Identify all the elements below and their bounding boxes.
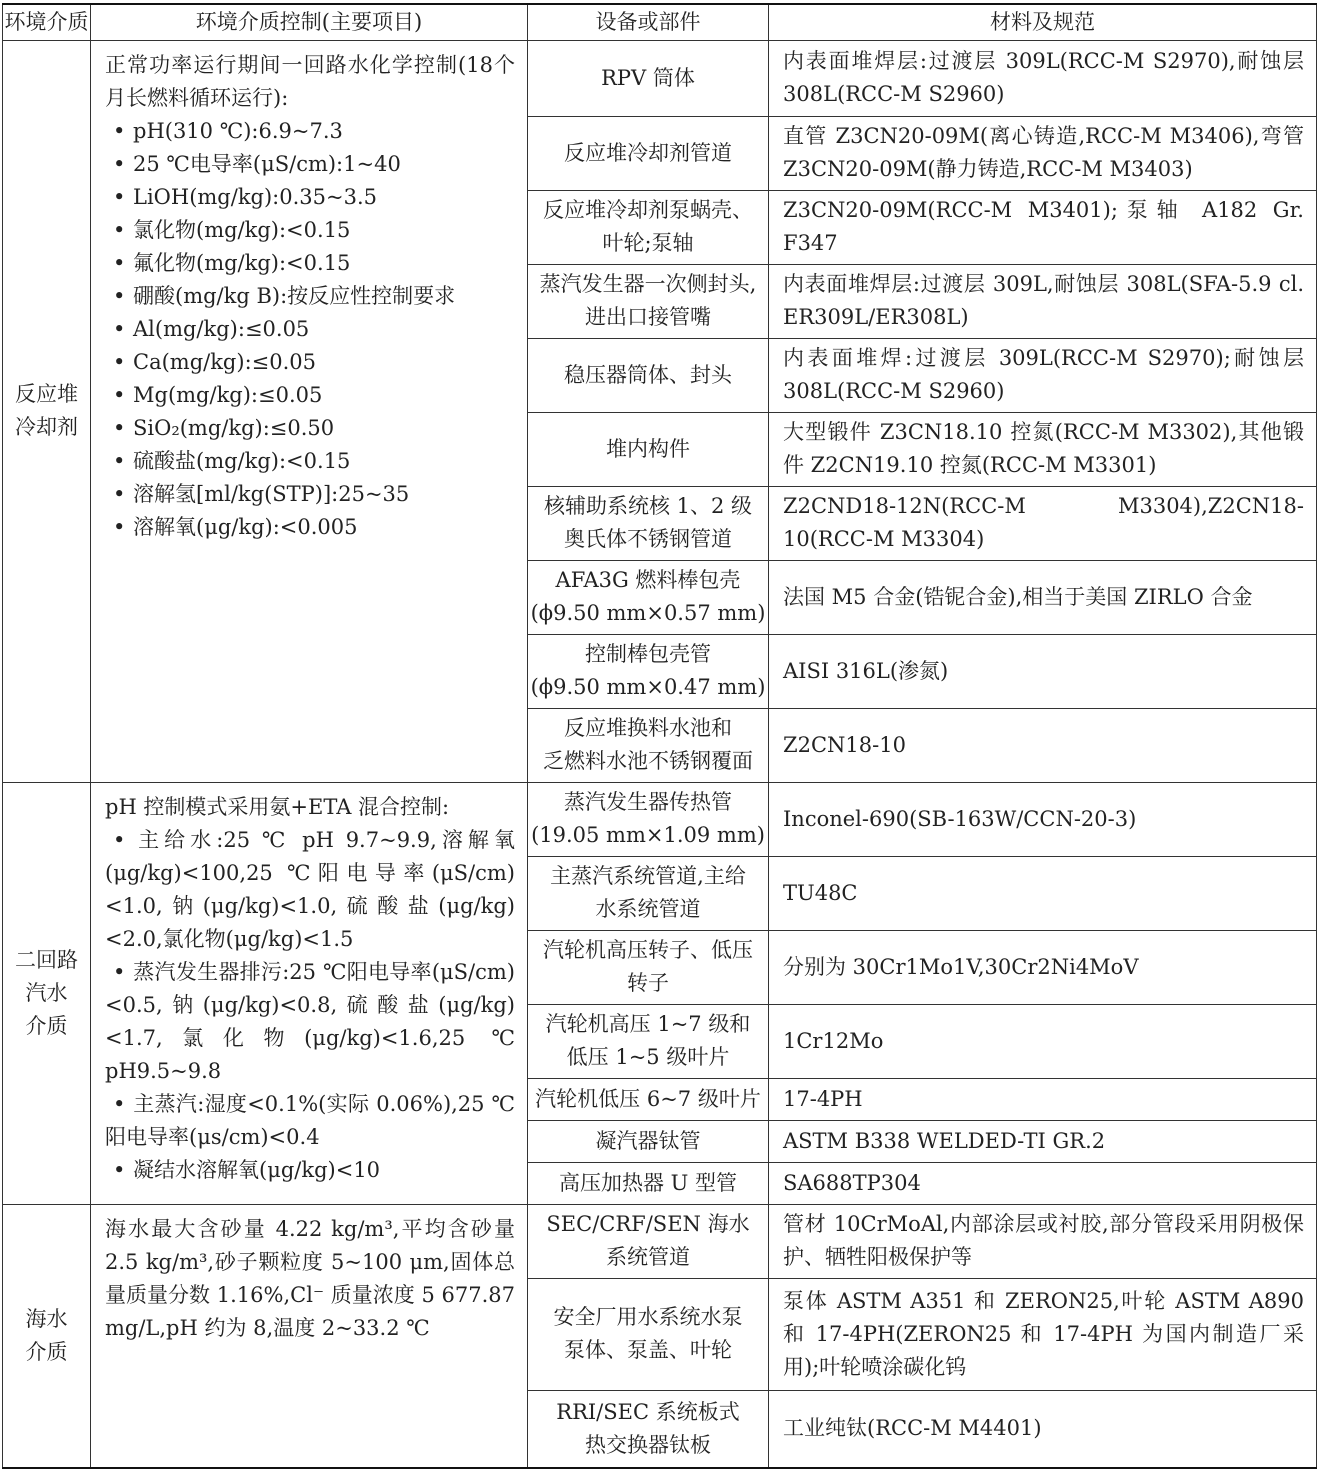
control-item: • Mg(mg/kg):≤0.05 [105, 379, 515, 412]
part-cell [528, 1162, 769, 1204]
table-row [3, 1204, 1317, 1278]
part-cell [528, 40, 769, 116]
part-cell [528, 708, 769, 782]
part-cell [528, 338, 769, 412]
part-label: 稳压器筒体、封头 [564, 362, 732, 387]
spec-cell [769, 486, 1317, 560]
control-item: • 蒸汽发生器排污:25 ℃阳电导率(μS/cm)<0.5,钠(μg/kg)<0.8,硫酸盐(μg/kg)<1.7,氯化物(μg/kg)<1.6,25 ℃ pH9.5~9.8 [105, 956, 515, 1088]
part-cell [528, 782, 769, 856]
header-part: 设备或部件 [528, 4, 769, 40]
part-cell [528, 1278, 769, 1390]
control-item: • 25 ℃电导率(μS/cm):1~40 [105, 148, 515, 181]
materials-table [2, 3, 1317, 1469]
spec-cell [769, 190, 1317, 264]
part-label: 高压加热器 U 型管 [558, 1170, 738, 1195]
spec-cell [769, 264, 1317, 338]
part-label: 汽轮机高压转子、低压 转子 [543, 938, 753, 995]
part-label: 汽轮机低压 6~7 级叶片 [535, 1086, 761, 1111]
part-cell [528, 560, 769, 634]
control-item: • 硫酸盐(mg/kg):<0.15 [105, 445, 515, 478]
env-medium-cell [3, 1204, 91, 1468]
part-label: 反应堆换料水池和 乏燃料水池不锈钢覆面 [543, 716, 753, 773]
part-cell [528, 634, 769, 708]
control-intro: pH 控制模式采用氨+ETA 混合控制: [105, 794, 450, 819]
spec-cell [769, 856, 1317, 930]
spec-text: 1Cr12Mo [783, 1028, 884, 1053]
part-cell [528, 856, 769, 930]
part-label: RRI/SEC 系统板式 热交换器钛板 [556, 1399, 740, 1457]
spec-cell [769, 708, 1317, 782]
part-label: RPV 筒体 [601, 65, 695, 90]
env-medium-label: 海水 介质 [25, 1306, 68, 1364]
spec-text: 工业纯钛(RCC-M M4401) [783, 1416, 1042, 1441]
part-cell [528, 486, 769, 560]
spec-cell [769, 1204, 1317, 1278]
part-label: 蒸汽发生器一次侧封头, 进出口接管嘴 [539, 272, 757, 329]
spec-cell [769, 930, 1317, 1004]
part-cell [528, 1204, 769, 1278]
spec-text: 分别为 30Cr1Mo1V,30Cr2Ni4MoV [783, 954, 1139, 979]
env-medium-label: 二回路 汽水 介质 [15, 947, 78, 1038]
spec-text: ASTM B338 WELDED-TI GR.2 [783, 1128, 1106, 1153]
control-item: • LiOH(mg/kg):0.35~3.5 [105, 181, 515, 214]
part-label: 控制棒包壳管 (ϕ9.50 mm×0.47 mm) [530, 642, 766, 699]
spec-text: 17-4PH [783, 1086, 863, 1111]
header-spec: 材料及规范 [769, 4, 1317, 40]
env-medium-cell [3, 782, 91, 1204]
control-cell [91, 40, 528, 782]
control-item: • 氟化物(mg/kg):<0.15 [105, 247, 515, 280]
part-label: 核辅助系统核 1、2 级 奥氏体不锈钢管道 [543, 494, 753, 551]
part-label: 反应堆冷却剂泵蜗壳、 叶轮;泵轴 [543, 198, 753, 255]
control-list [105, 115, 515, 544]
control-item: • 溶解氧(μg/kg):<0.005 [105, 511, 515, 544]
control-cell [91, 1204, 528, 1468]
spec-text: 法国 M5 合金(锆铌合金),相当于美国 ZIRLO 合金 [783, 584, 1253, 609]
control-item: • Ca(mg/kg):≤0.05 [105, 346, 515, 379]
header-env: 环境介质 [3, 4, 91, 40]
part-cell [528, 412, 769, 486]
part-cell [528, 930, 769, 1004]
spec-cell [769, 338, 1317, 412]
spec-cell [769, 634, 1317, 708]
part-label: 主蒸汽系统管道,主给 水系统管道 [550, 864, 746, 921]
table-row [3, 40, 1317, 116]
part-label: AFA3G 燃料棒包壳 (ϕ9.50 mm×0.57 mm) [530, 568, 766, 625]
table-row [3, 782, 1317, 856]
spec-text: 直管 Z3CN20-09M(离心铸造,RCC-M M3406),弯管 Z3CN20-09M(静力铸造,RCC-M M3403) [783, 124, 1304, 181]
spec-text: 泵体 ASTM A351 和 ZERON25,叶轮 ASTM A890 和 17-4PH(ZERON25 和 17-4PH 为国内制造厂采用);叶轮喷涂碳化钨 [783, 1288, 1304, 1379]
part-cell [528, 1120, 769, 1162]
spec-text: 内表面堆焊:过渡层 309L(RCC-M S2970);耐蚀层 308L(RCC-M S2960) [783, 346, 1304, 403]
spec-cell [769, 1278, 1317, 1390]
header-control: 环境介质控制(主要项目) [91, 4, 528, 40]
part-cell [528, 116, 769, 190]
control-list [105, 824, 515, 1187]
spec-cell [769, 560, 1317, 634]
spec-cell [769, 116, 1317, 190]
part-label: 安全厂用水系统水泵 泵体、泵盖、叶轮 [553, 1305, 743, 1362]
part-label: 蒸汽发生器传热管 (19.05 mm×1.09 mm) [531, 790, 765, 847]
spec-cell [769, 1390, 1317, 1468]
control-intro: 正常功率运行期间一回路水化学控制(18个月长燃料循环运行): [105, 52, 515, 110]
spec-text: 管材 10CrMoAl,内部涂层或衬胶,部分管段采用阴极保护、牺牲阳极保护等 [783, 1212, 1304, 1269]
part-label: 凝汽器钛管 [595, 1128, 701, 1153]
spec-cell [769, 1162, 1317, 1204]
spec-cell [769, 782, 1317, 856]
part-label: SEC/CRF/SEN 海水 系统管道 [546, 1212, 750, 1269]
spec-text: 大型锻件 Z3CN18.10 控氮(RCC-M M3302),其他锻件 Z2CN19.10 控氮(RCC-M M3301) [783, 420, 1304, 477]
part-cell [528, 190, 769, 264]
control-intro: 海水最大含砂量 4.22 kg/m³,平均含砂量 2.5 kg/m³,砂子颗粒度 5~100 μm,固体总量质量分数 1.16%,Cl⁻ 质量浓度 5 677.87 mg/L,pH 约为 8,温度 2~33.2 ℃ [105, 1216, 515, 1340]
spec-cell [769, 412, 1317, 486]
part-label: 反应堆冷却剂管道 [564, 140, 732, 165]
control-cell [91, 782, 528, 1204]
part-cell [528, 1078, 769, 1120]
control-item: • 主蒸汽:湿度<0.1%(实际 0.06%),25 ℃阳电导率(μs/cm)<0.4 [105, 1088, 515, 1154]
control-item: • Al(mg/kg):≤0.05 [105, 313, 515, 346]
spec-text: 内表面堆焊层:过渡层 309L,耐蚀层 308L(SFA-5.9 cl. ER309L/ER308L) [783, 272, 1304, 329]
part-cell [528, 1004, 769, 1078]
part-cell [528, 1390, 769, 1468]
control-item: • 溶解氢[ml/kg(STP)]:25~35 [105, 478, 515, 511]
control-item: • 主给水:25 ℃ pH 9.7~9.9,溶解氧(μg/kg)<100,25 ℃阳电导率(μS/cm)<1.0,钠(μg/kg)<1.0,硫酸盐(μg/kg)<2.0,氯化物(μg/kg)<1.5 [105, 824, 515, 956]
spec-cell [769, 40, 1317, 116]
spec-text: Z2CN18-10 [783, 732, 906, 757]
spec-text: Inconel-690(SB-163W/CCN-20-3) [783, 806, 1137, 831]
spec-text: Z2CND18-12N(RCC-M M3304),Z2CN18-10(RCC-M M3304) [783, 494, 1304, 551]
control-item: • pH(310 ℃):6.9~7.3 [105, 115, 515, 148]
spec-text: TU48C [783, 880, 858, 905]
spec-text: AISI 316L(渗氮) [783, 658, 949, 683]
env-medium-label: 反应堆 冷却剂 [15, 382, 78, 439]
part-label: 汽轮机高压 1~7 级和 低压 1~5 级叶片 [545, 1012, 751, 1069]
control-item: • 凝结水溶解氧(μg/kg)<10 [105, 1154, 515, 1187]
control-item: • 氯化物(mg/kg):<0.15 [105, 214, 515, 247]
control-item: • SiO₂(mg/kg):≤0.50 [105, 412, 515, 445]
part-label: 堆内构件 [606, 436, 690, 461]
header-row [3, 4, 1317, 40]
env-medium-cell [3, 40, 91, 782]
control-item: • 硼酸(mg/kg B):按反应性控制要求 [105, 280, 515, 313]
part-cell [528, 264, 769, 338]
spec-text: Z3CN20-09M(RCC-M M3401);泵轴 A182 Gr. F347 [783, 198, 1304, 255]
spec-cell [769, 1120, 1317, 1162]
spec-text: SA688TP304 [783, 1170, 921, 1195]
spec-text: 内表面堆焊层:过渡层 309L(RCC-M S2970),耐蚀层 308L(RCC-M S2960) [783, 49, 1304, 106]
spec-cell [769, 1004, 1317, 1078]
spec-cell [769, 1078, 1317, 1120]
